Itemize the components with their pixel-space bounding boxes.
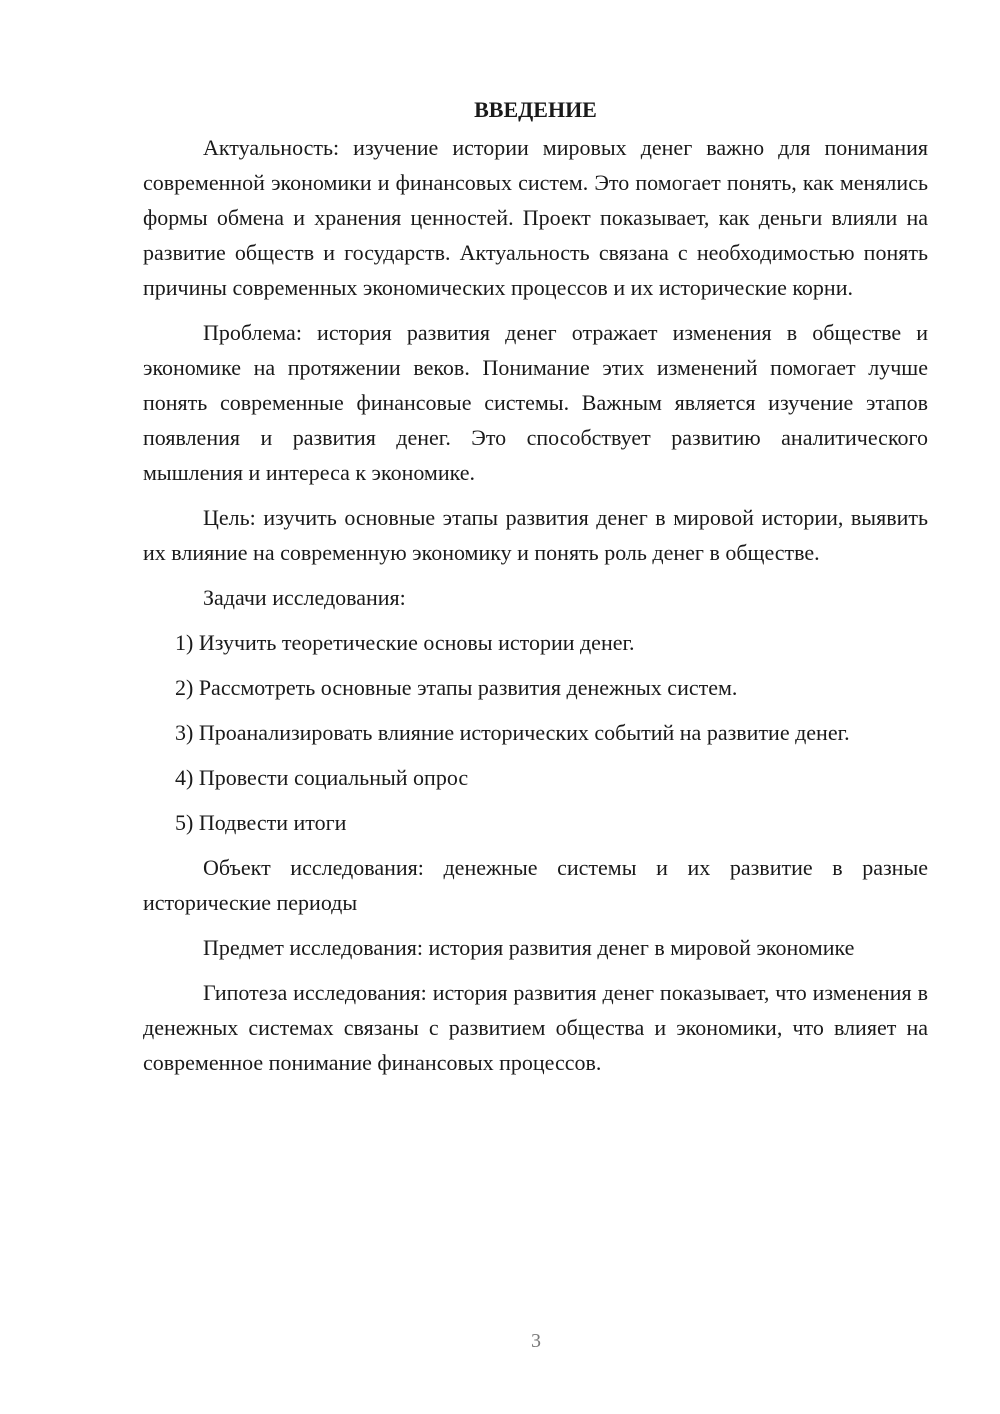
task-item-2: 2) Рассмотреть основные этапы развития денежных систем.	[175, 675, 738, 700]
document-page	[143, 92, 928, 1090]
task-item-4: 4) Провести социальный опрос	[175, 765, 469, 790]
goal-paragraph: Цель: изучить основные этапы развития денег в мировой истории, выявить их влияние на современную экономику и понять роль денег в обществе.	[143, 505, 928, 565]
page-number: 3	[531, 1330, 541, 1352]
relevance-paragraph: Актуальность: изучение истории мировых денег важно для понимания современной экономики и финансовых систем. Это помогает понять, как менялись формы обмена и хранения ценностей. Проект показывает, как деньги влияли на развитие обществ и государств. Актуальность связана с необходимостью понять причины современных экономических процессов и их исторические корни.	[143, 135, 928, 300]
task-item-5: 5) Подвести итоги	[175, 810, 347, 835]
task-item-1: 1) Изучить теоретические основы истории денег.	[175, 630, 635, 655]
task-item-3: 3) Проанализировать влияние исторических событий на развитие денег.	[175, 720, 850, 745]
object-paragraph: Объект исследования: денежные системы и их развитие в разные исторические периоды	[143, 855, 928, 915]
hypothesis-paragraph: Гипотеза исследования: история развития денег показывает, что изменения в денежных системах связаны с развитием общества и экономики, что влияет на современное понимание финансовых процессов.	[143, 980, 928, 1075]
problem-paragraph: Проблема: история развития денег отражает изменения в обществе и экономике на протяжении веков. Понимание этих изменений помогает лучше понять современные финансовые системы. Важным является изучение этапов появления и развития денег. Это способствует развитию аналитического мышления и интереса к экономике.	[143, 320, 928, 485]
tasks-heading: Задачи исследования:	[203, 585, 406, 610]
subject-paragraph: Предмет исследования: история развития денег в мировой экономике	[203, 935, 855, 960]
page-title: ВВЕДЕНИЕ	[474, 97, 597, 122]
